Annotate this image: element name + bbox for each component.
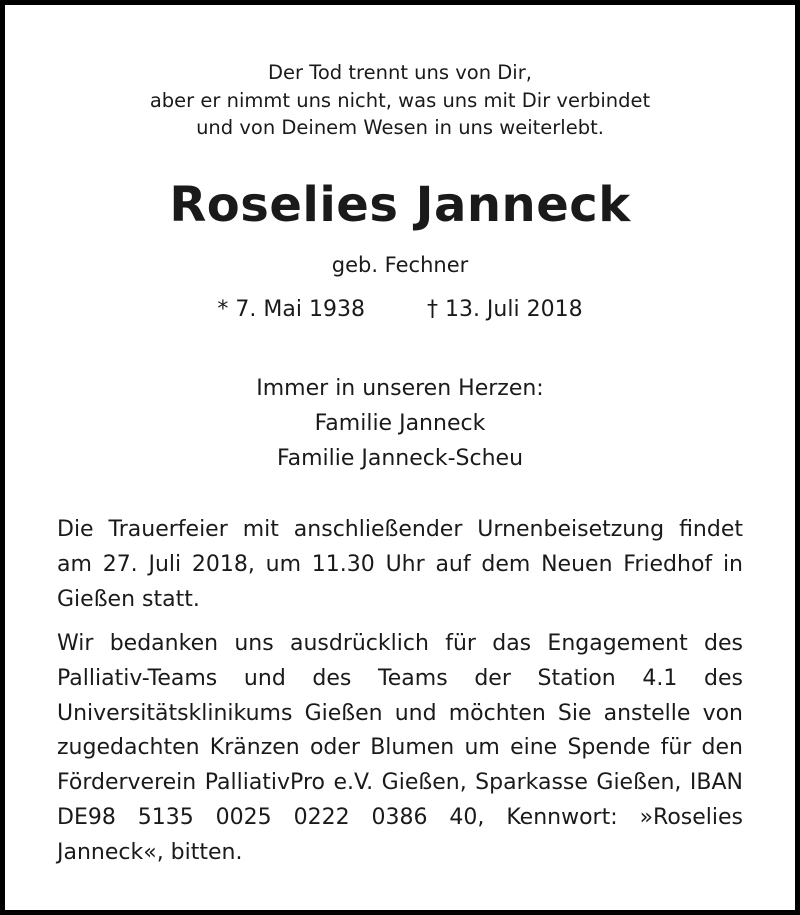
- donation-paragraph: Wir bedanken uns ausdrücklich für das Engagement des Palliativ-Teams und des Teams der Station 4.1 des Universitätsklinikums Gießen und möchten Sie anstelle von zugedachten Kränzen oder Blumen um eine Spende für den Förderverein PalliativPro e.V. Gießen, Sparkasse Gießen, IBAN DE98 5135 0025 0222 0386 40, Kennwort: »Roselies Janneck«, bitten.: [57, 631, 743, 865]
- death-date: † 13. Juli 2018: [426, 297, 583, 322]
- life-dates: [5, 297, 795, 322]
- birth-date: * 7. Mai 1938: [217, 297, 365, 322]
- deceased-name: Roselies Janneck: [169, 177, 631, 233]
- mourner: Familie Janneck-Scheu: [276, 446, 524, 471]
- mourners-heading: Immer in unseren Herzen:: [256, 376, 544, 401]
- funeral-info-paragraph: Die Trauerfeier mit anschließender Urnenbeisetzung findet am 27. Juli 2018, um 11.30 Uhr auf dem Neuen Friedhof in Gießen statt.: [57, 517, 743, 612]
- poem-line: und von Deinem Wesen in uns weiterlebt.: [196, 116, 604, 139]
- birth-name: geb. Fechner: [331, 253, 469, 277]
- mourner: Familie Janneck: [314, 411, 486, 436]
- mourners: [5, 371, 795, 476]
- poem: [5, 59, 795, 142]
- poem-line: Der Tod trennt uns von Dir,: [268, 61, 532, 84]
- poem-line: aber er nimmt uns nicht, was uns mit Dir verbindet: [149, 88, 651, 112]
